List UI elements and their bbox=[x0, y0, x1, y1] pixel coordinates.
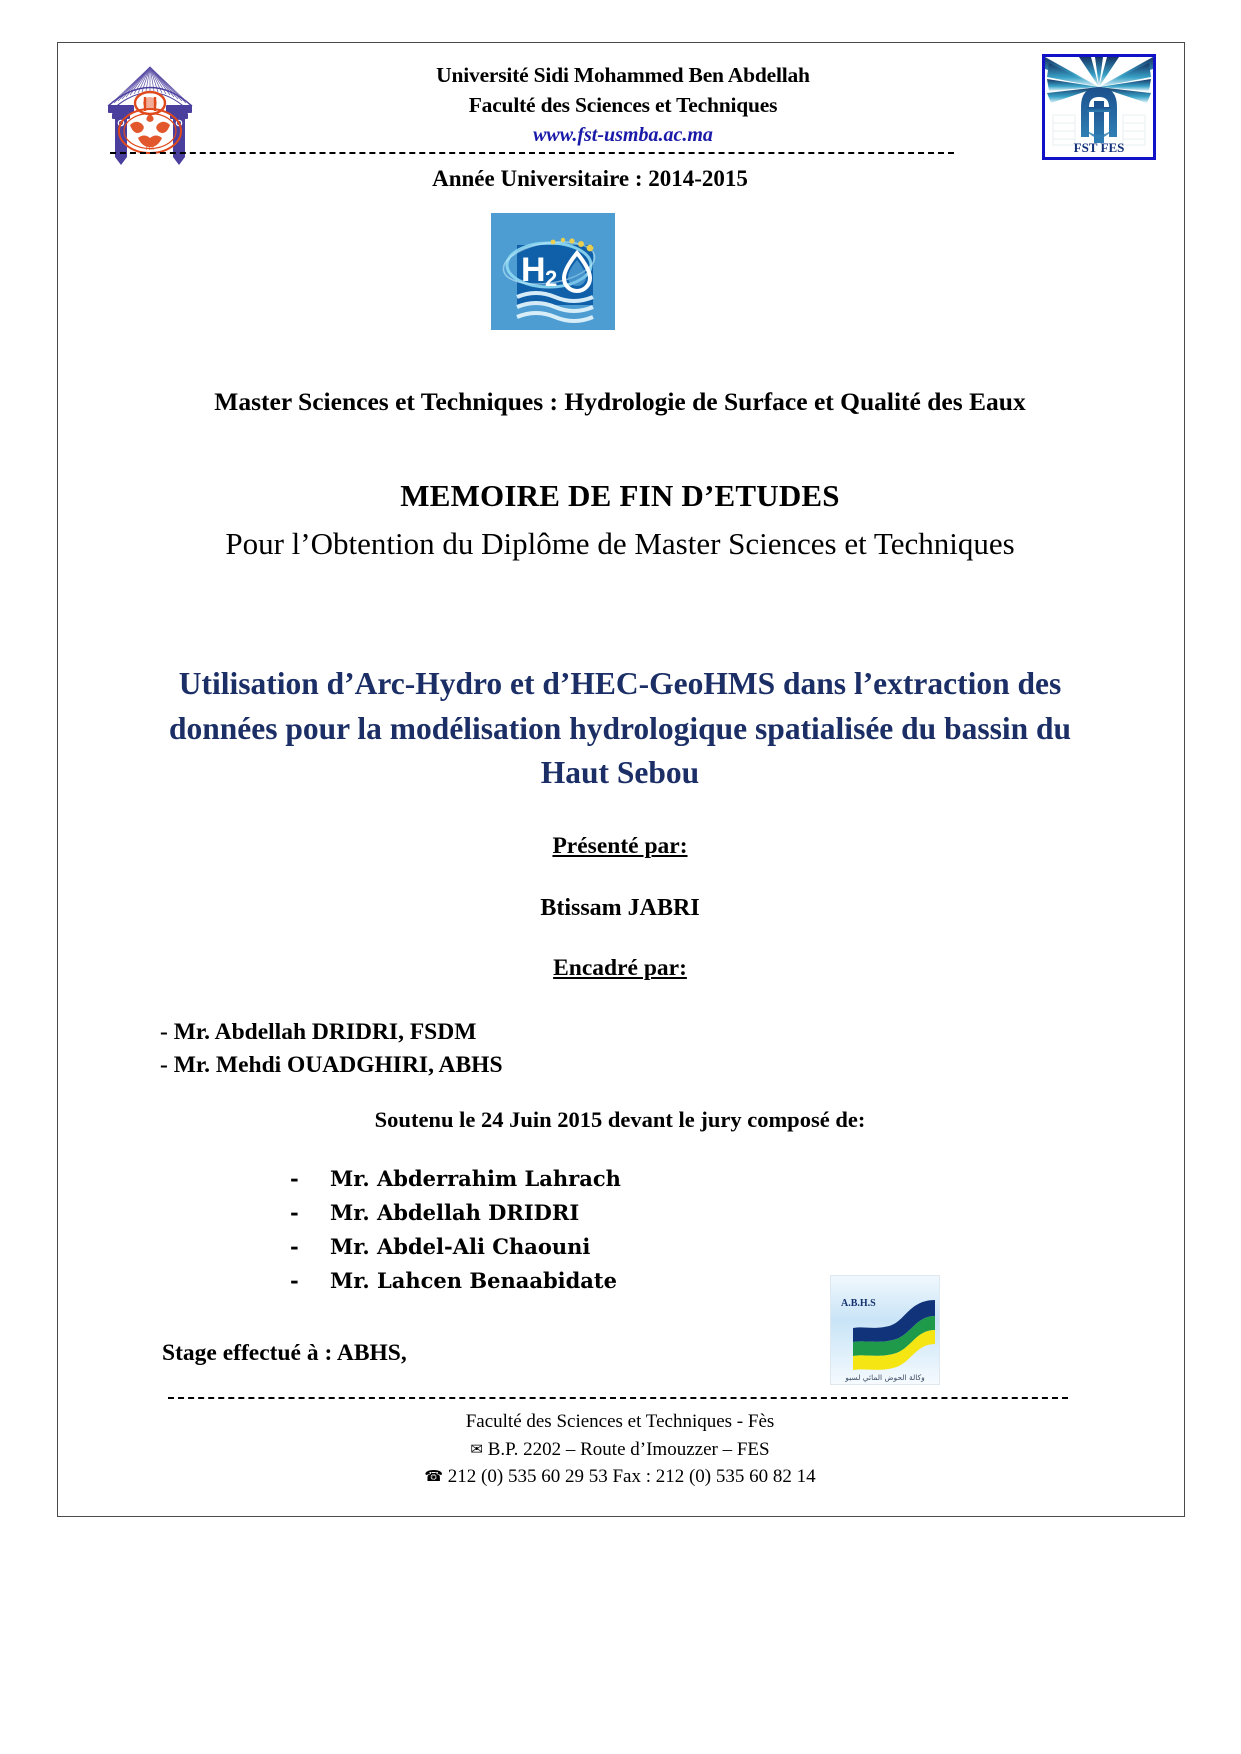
memoire-subheading: Pour l’Obtention du Diplôme de Master Sciences et Techniques bbox=[225, 526, 1015, 561]
presented-by-label bbox=[130, 833, 1110, 860]
jury-member-name: Mr. Lahcen Benaabidate bbox=[330, 1268, 617, 1294]
supervisor-item: - Mr. Mehdi OUADGHIRI, ABHS bbox=[160, 1052, 503, 1079]
svg-text:FES: FES bbox=[145, 147, 155, 152]
supervisor-item: - Mr. Abdellah DRIDRI, FSDM bbox=[160, 1019, 477, 1045]
fst-fes-logo bbox=[1042, 54, 1156, 160]
jury-bullet: - bbox=[290, 1200, 299, 1226]
footer-divider bbox=[168, 1397, 1068, 1399]
jury-item bbox=[290, 1196, 910, 1230]
university-name: Université Sidi Mohammed Ben Abdellah bbox=[436, 63, 810, 87]
memoire-heading: MEMOIRE DE FIN D’ETUDES bbox=[400, 478, 840, 513]
master-program-line: Master Sciences et Techniques : Hydrologie de Surface et Qualité des Eaux bbox=[214, 387, 1026, 416]
fst-fes-label: FST FES bbox=[1073, 140, 1125, 155]
abhs-arabic-caption: وكالة الحوض المائي لسبو bbox=[845, 1373, 925, 1382]
jury-member-name: Mr. Abderrahim Lahrach bbox=[330, 1166, 621, 1191]
jury-member-name: Mr. Abdel-Ali Chaouni bbox=[330, 1234, 591, 1260]
jury-item bbox=[290, 1264, 910, 1298]
jury-bullet: - bbox=[290, 1234, 299, 1260]
footer-phone: 212 (0) 535 60 29 53 Fax : 212 (0) 535 60 82 14 bbox=[447, 1466, 816, 1488]
h2o-subscript-2: 2 bbox=[545, 266, 558, 291]
abhs-logo bbox=[830, 1275, 940, 1385]
academic-year: Année Universitaire : 2014-2015 bbox=[432, 166, 748, 191]
footer-faculty: Faculté des Sciences et Techniques - Fès bbox=[465, 1411, 775, 1432]
supervisor-list bbox=[160, 1016, 860, 1083]
phone-icon: ☎ bbox=[424, 1467, 444, 1486]
abhs-acronym-svg: A.B.H.S bbox=[841, 1298, 876, 1309]
supervised-by-text: Encadré par: bbox=[553, 955, 687, 981]
faculty-website[interactable]: www.fst-usmba.ac.ma bbox=[533, 124, 713, 147]
thesis-title: Utilisation d’Arc-Hydro et d’HEC-GeoHMS dans l’extraction des données pour la modélisation hydrologique spatialisée du bassin du Haut Sebou bbox=[168, 666, 1072, 791]
footer-address: B.P. 2202 – Route d’Imouzzer – FES bbox=[487, 1438, 770, 1460]
presented-by-text: Présenté par: bbox=[552, 833, 688, 859]
author-name: Btissam JABRI bbox=[540, 895, 700, 921]
jury-bullet: - bbox=[290, 1268, 299, 1294]
jury-bullet: - bbox=[290, 1166, 299, 1191]
header-title-block bbox=[273, 60, 973, 149]
h2o-letter-h: H bbox=[521, 251, 546, 289]
internship-line: Stage effectué à : ABHS, bbox=[162, 1340, 407, 1366]
jury-list bbox=[290, 1162, 910, 1298]
header-divider bbox=[110, 152, 954, 154]
h2o-logo bbox=[491, 213, 615, 330]
jury-item bbox=[290, 1230, 910, 1264]
mail-icon: ✉ bbox=[470, 1439, 483, 1458]
usmba-logo bbox=[90, 53, 210, 168]
jury-member-name: Mr. Abdellah DRIDRI bbox=[330, 1200, 580, 1226]
document-footer bbox=[130, 1408, 1110, 1491]
supervised-by-label bbox=[130, 955, 1110, 982]
footer-address-row bbox=[130, 1436, 1110, 1464]
document-header bbox=[58, 44, 1184, 169]
faculty-name: Faculté des Sciences et Techniques bbox=[468, 93, 778, 118]
defense-date-line: Soutenu le 24 Juin 2015 devant le jury composé de: bbox=[374, 1107, 866, 1132]
jury-item bbox=[290, 1162, 910, 1196]
footer-phone-row bbox=[130, 1463, 1110, 1491]
